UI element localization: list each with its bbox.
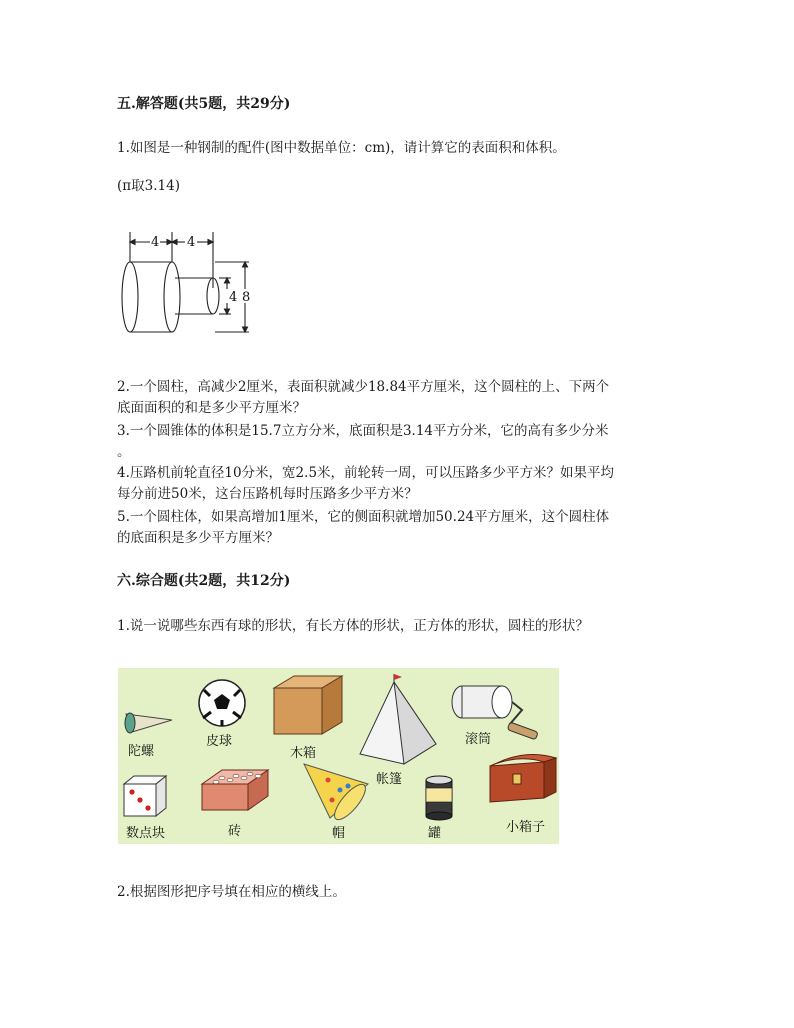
label-hat: 帽 [332, 826, 346, 841]
dice-icon [124, 776, 166, 816]
label-can: 罐 [428, 826, 442, 841]
label-tent: 帐篷 [376, 772, 403, 787]
label-roller: 滚筒 [465, 732, 492, 747]
brick-icon [202, 770, 268, 810]
wooden-box-icon [274, 676, 342, 734]
q2-line2: 底面面积的和是多少平方厘米？ [117, 400, 306, 416]
dim-inner: 4 [229, 290, 238, 305]
q1-line1: 1.如图是一种钢制的配件(图中数据单位：cm)，请计算它的表面积和体积。 [117, 140, 566, 156]
label-dice: 数点块 [126, 826, 166, 841]
q4-line2: 每分前进50米，这台压路机每时压路多少平方米？ [117, 486, 418, 502]
label-brick: 砖 [228, 824, 242, 839]
dim-right: 4 [187, 235, 196, 250]
label-top: 陀螺 [128, 744, 155, 759]
label-small-chest: 小箱子 [506, 820, 546, 835]
q5-line1: 5.一个圆柱体，如果高增加1厘米，它的侧面积就增加50.24平方厘米，这个圆柱体 [117, 509, 610, 525]
dim-left: 4 [151, 235, 160, 250]
s6-q1: 1.说一说哪些东西有球的形状，有长方体的形状，正方体的形状，圆柱的形状？ [117, 618, 589, 634]
q2-line1: 2.一个圆柱，高减少2厘米，表面积就减少18.84平方厘米，这个圆柱的上、下两个 [117, 379, 610, 395]
steel-part-figure [115, 228, 265, 346]
q1-line2: (π取3.14) [117, 178, 180, 194]
tent-icon [360, 674, 436, 764]
can-icon [426, 776, 452, 820]
q5-line2: 的底面积是多少平方厘米？ [117, 530, 279, 546]
s6-q2: 2.根据图形把序号填在相应的横线上。 [117, 884, 346, 900]
objects-panel [118, 668, 559, 844]
soccer-ball-icon [199, 680, 245, 726]
section5-heading: 五.解答题(共5题，共29分) [117, 96, 291, 112]
small-chest-icon [490, 754, 556, 802]
q3-line1: 3.一个圆锥体的体积是15.7立方分米，底面积是3.14平方分米，它的高有多少分米 [117, 423, 609, 439]
dim-outer: 8 [242, 290, 251, 305]
label-ball: 皮球 [206, 734, 233, 749]
section6-heading: 六.综合题(共2题，共12分) [117, 573, 291, 589]
q4-line1: 4.压路机前轮直径10分米，宽2.5米，前轮转一周，可以压路多少平方米？如果平均 [117, 465, 615, 481]
top-icon [125, 713, 172, 733]
label-wooden-box: 木箱 [290, 746, 317, 761]
q3-line2: 。 [117, 444, 131, 460]
party-hat-icon [304, 764, 370, 824]
